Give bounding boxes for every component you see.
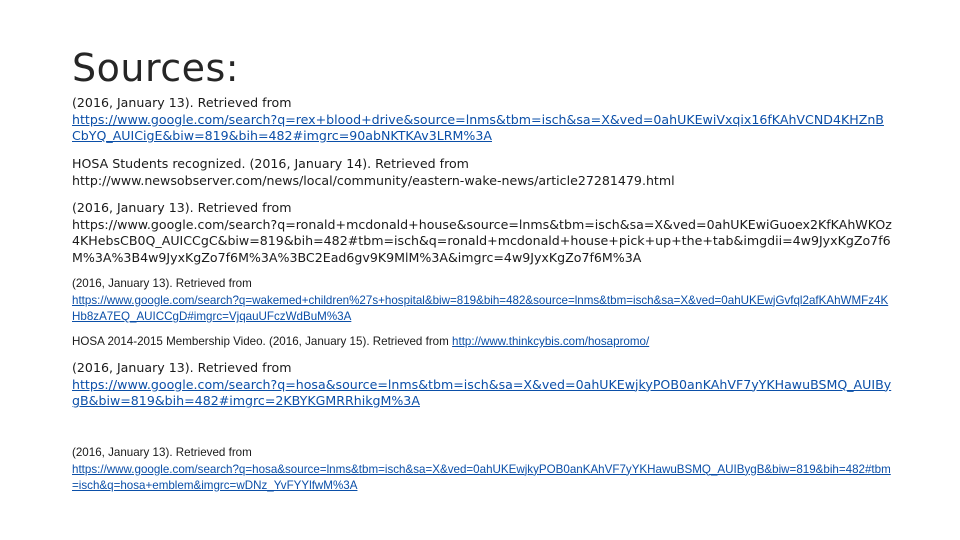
source-entry-5-link[interactable]: http://www.thinkcybis.com/hosapromo/ bbox=[452, 335, 650, 348]
source-entry-6-text: (2016, January 13). Retrieved from bbox=[72, 360, 292, 375]
source-entry-7 bbox=[72, 445, 892, 495]
source-entry-7-link[interactable]: https://www.google.com/search?q=hosa&source=lnms&tbm=isch&sa=X&ved=0ahUKEwjkyPOB0anKAhVF7yYKHawuBSMQ_AUIBygB&biw=819&bih=482#tbm=isch&q=hosa+emblem&imgrc=wDNz_YvFYYlfwM%3A bbox=[72, 462, 891, 492]
source-entry-1-link[interactable]: https://www.google.com/search?q=rex+blood+drive&source=lnms&tbm=isch&sa=X&ved=0ahUKEwiVxqix16fKAhVCND4KHZnBCbYQ_AUICigE&biw=819&bih=482#imgrc=90abNKTKAv3LRM%3A bbox=[72, 111, 884, 143]
source-entry-5-text: HOSA 2014-2015 Membership Video. (2016, January 15). Retrieved from bbox=[72, 335, 449, 348]
source-entry-7-text: (2016, January 13). Retrieved from bbox=[72, 446, 252, 459]
source-entry-2-url: http://www.newsobserver.com/news/local/community/eastern-wake-news/article27281479.html bbox=[72, 172, 675, 188]
source-entry-6 bbox=[72, 360, 892, 410]
source-entry-5 bbox=[72, 334, 649, 351]
source-entry-4-link[interactable]: https://www.google.com/search?q=wakemed+children%27s+hospital&biw=819&bih=482&source=lnms&tbm=isch&sa=X&ved=0ahUKEwjGvfql2afKAhWMFz4KHb8zA7EQ_AUICCgD#imgrc=VjqauUFczWdBuM%3A bbox=[72, 293, 889, 323]
source-entry-3 bbox=[72, 200, 892, 266]
slide-title: Sources: bbox=[72, 46, 240, 90]
source-entry-6-link[interactable]: https://www.google.com/search?q=hosa&source=lnms&tbm=isch&sa=X&ved=0ahUKEwjkyPOB0anKAhVF7yYKHawuBSMQ_AUIBygB&biw=819&bih=482#imgrc=2KBYKGMRRhikgM%3A bbox=[72, 376, 892, 408]
source-entry-2 bbox=[72, 156, 675, 189]
source-entry-2-text: HOSA Students recognized. (2016, January 14). Retrieved from bbox=[72, 156, 469, 171]
source-entry-3-url: https://www.google.com/search?q=ronald+mcdonald+house&source=lnms&tbm=isch&sa=X&ved=0ahUKEwiGuoex2KfKAhWKOz4KHebsCB0Q_AUICCgC&biw=819&bih=482#tbm=isch&q=ronald+mcdonald+house+pick+up+the+tab&imgdii=4w9JyxKgZo7f6M%3A%3B4w9JyxKgZo7f6M%3A%3BC2Ead6gv9K9MlM%3A&imgrc=4w9JyxKgZo7f6M%3A bbox=[72, 216, 892, 265]
source-entry-4-text: (2016, January 13). Retrieved from bbox=[72, 277, 252, 290]
source-entry-1-text: (2016, January 13). Retrieved from bbox=[72, 95, 292, 110]
source-entry-1 bbox=[72, 95, 892, 145]
source-entry-3-text: (2016, January 13). Retrieved from bbox=[72, 200, 292, 215]
source-entry-4 bbox=[72, 276, 892, 326]
